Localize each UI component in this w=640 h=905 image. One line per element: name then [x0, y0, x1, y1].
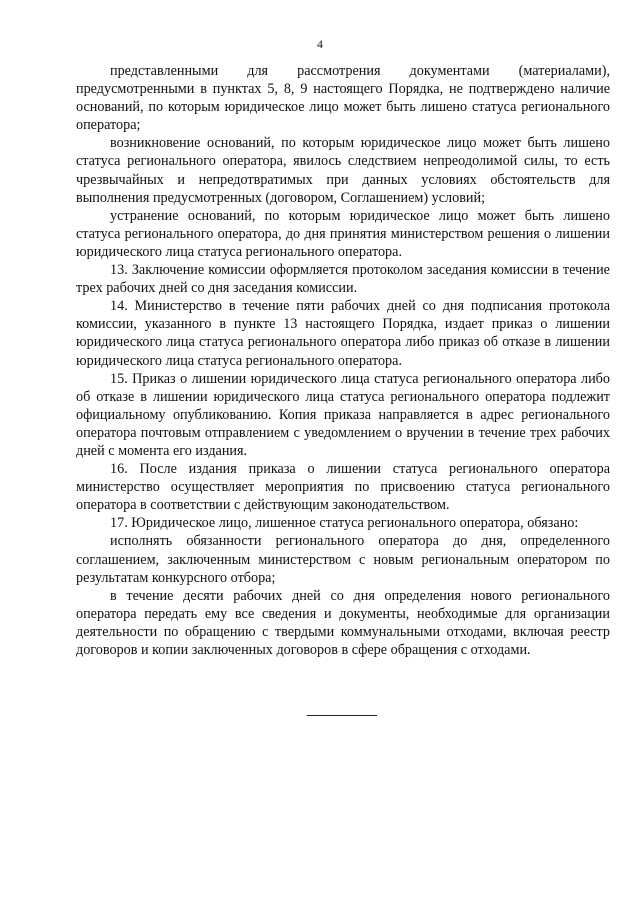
paragraph-item-14: 14. Министерство в течение пяти рабочих дней со дня подписания протокола комиссии, указанного в пункте 13 настоящего Порядка, издает приказ о лишении юридического лица статуса регионального оператора либо приказ об отказе в лишении юридического лица статуса регионального оператора. [76, 298, 610, 369]
paragraph-continued-criteria: представленными для рассмотрения документами (материалами), предусмотренными в пунктах 5, 8, 9 настоящего Порядка, не подтверждено наличие оснований, по которым юридическое лицо может быть лишено статуса регионального оператора; [76, 63, 610, 134]
paragraph-item-13: 13. Заключение комиссии оформляется протоколом заседания комиссии в течение трех рабочих дней со дня заседания комиссии. [76, 262, 610, 297]
paragraph-item-17: 17. Юридическое лицо, лишенное статуса регионального оператора, обязано: [110, 515, 579, 532]
paragraph-force-majeure: возникновение оснований, по которым юридическое лицо может быть лишено статуса регионального оператора, явилось следствием непреодолимой силы, то есть чрезвычайных и непредотвратимых при данных условиях обстоятельств для выполнения предусмотренных (договором, Соглашением) условий; [76, 135, 610, 206]
page-number: 4 [317, 37, 323, 51]
paragraph-duty-continue: исполнять обязанности регионального оператора до дня, определенного соглашением, заключенным министерством с новым региональным оператором по результатам конкурсного отбора; [76, 533, 610, 586]
closing-divider [307, 715, 377, 716]
paragraph-item-15: 15. Приказ о лишении юридического лица статуса регионального оператора либо об отказе в лишении юридического лица статуса регионального оператора подлежит официальному опубликованию. Копия приказа направляется в адрес регионального оператора почтовым отправлением с уведомлением о вручении в течение трех рабочих дней с момента его издания. [76, 370, 610, 459]
document-body [76, 62, 610, 659]
paragraph-item-16: 16. После издания приказа о лишении статуса регионального оператора министерство осуществляет мероприятия по присвоению статуса регионального оператора в соответствии с действующим законодательством. [76, 461, 610, 514]
paragraph-duty-transfer: в течение десяти рабочих дней со дня определения нового регионального оператора передать ему все сведения и документы, необходимые для организации деятельности по обращению с твердыми коммунальными отходами, включая реестр договоров и копии заключенных договоров в сфере обращения с отходами. [76, 587, 610, 658]
paragraph-grounds-eliminated: устранение оснований, по которым юридическое лицо может быть лишено статуса регионального оператора, до дня принятия министерством решения о лишении юридического лица статуса регионального оператора. [76, 207, 610, 260]
